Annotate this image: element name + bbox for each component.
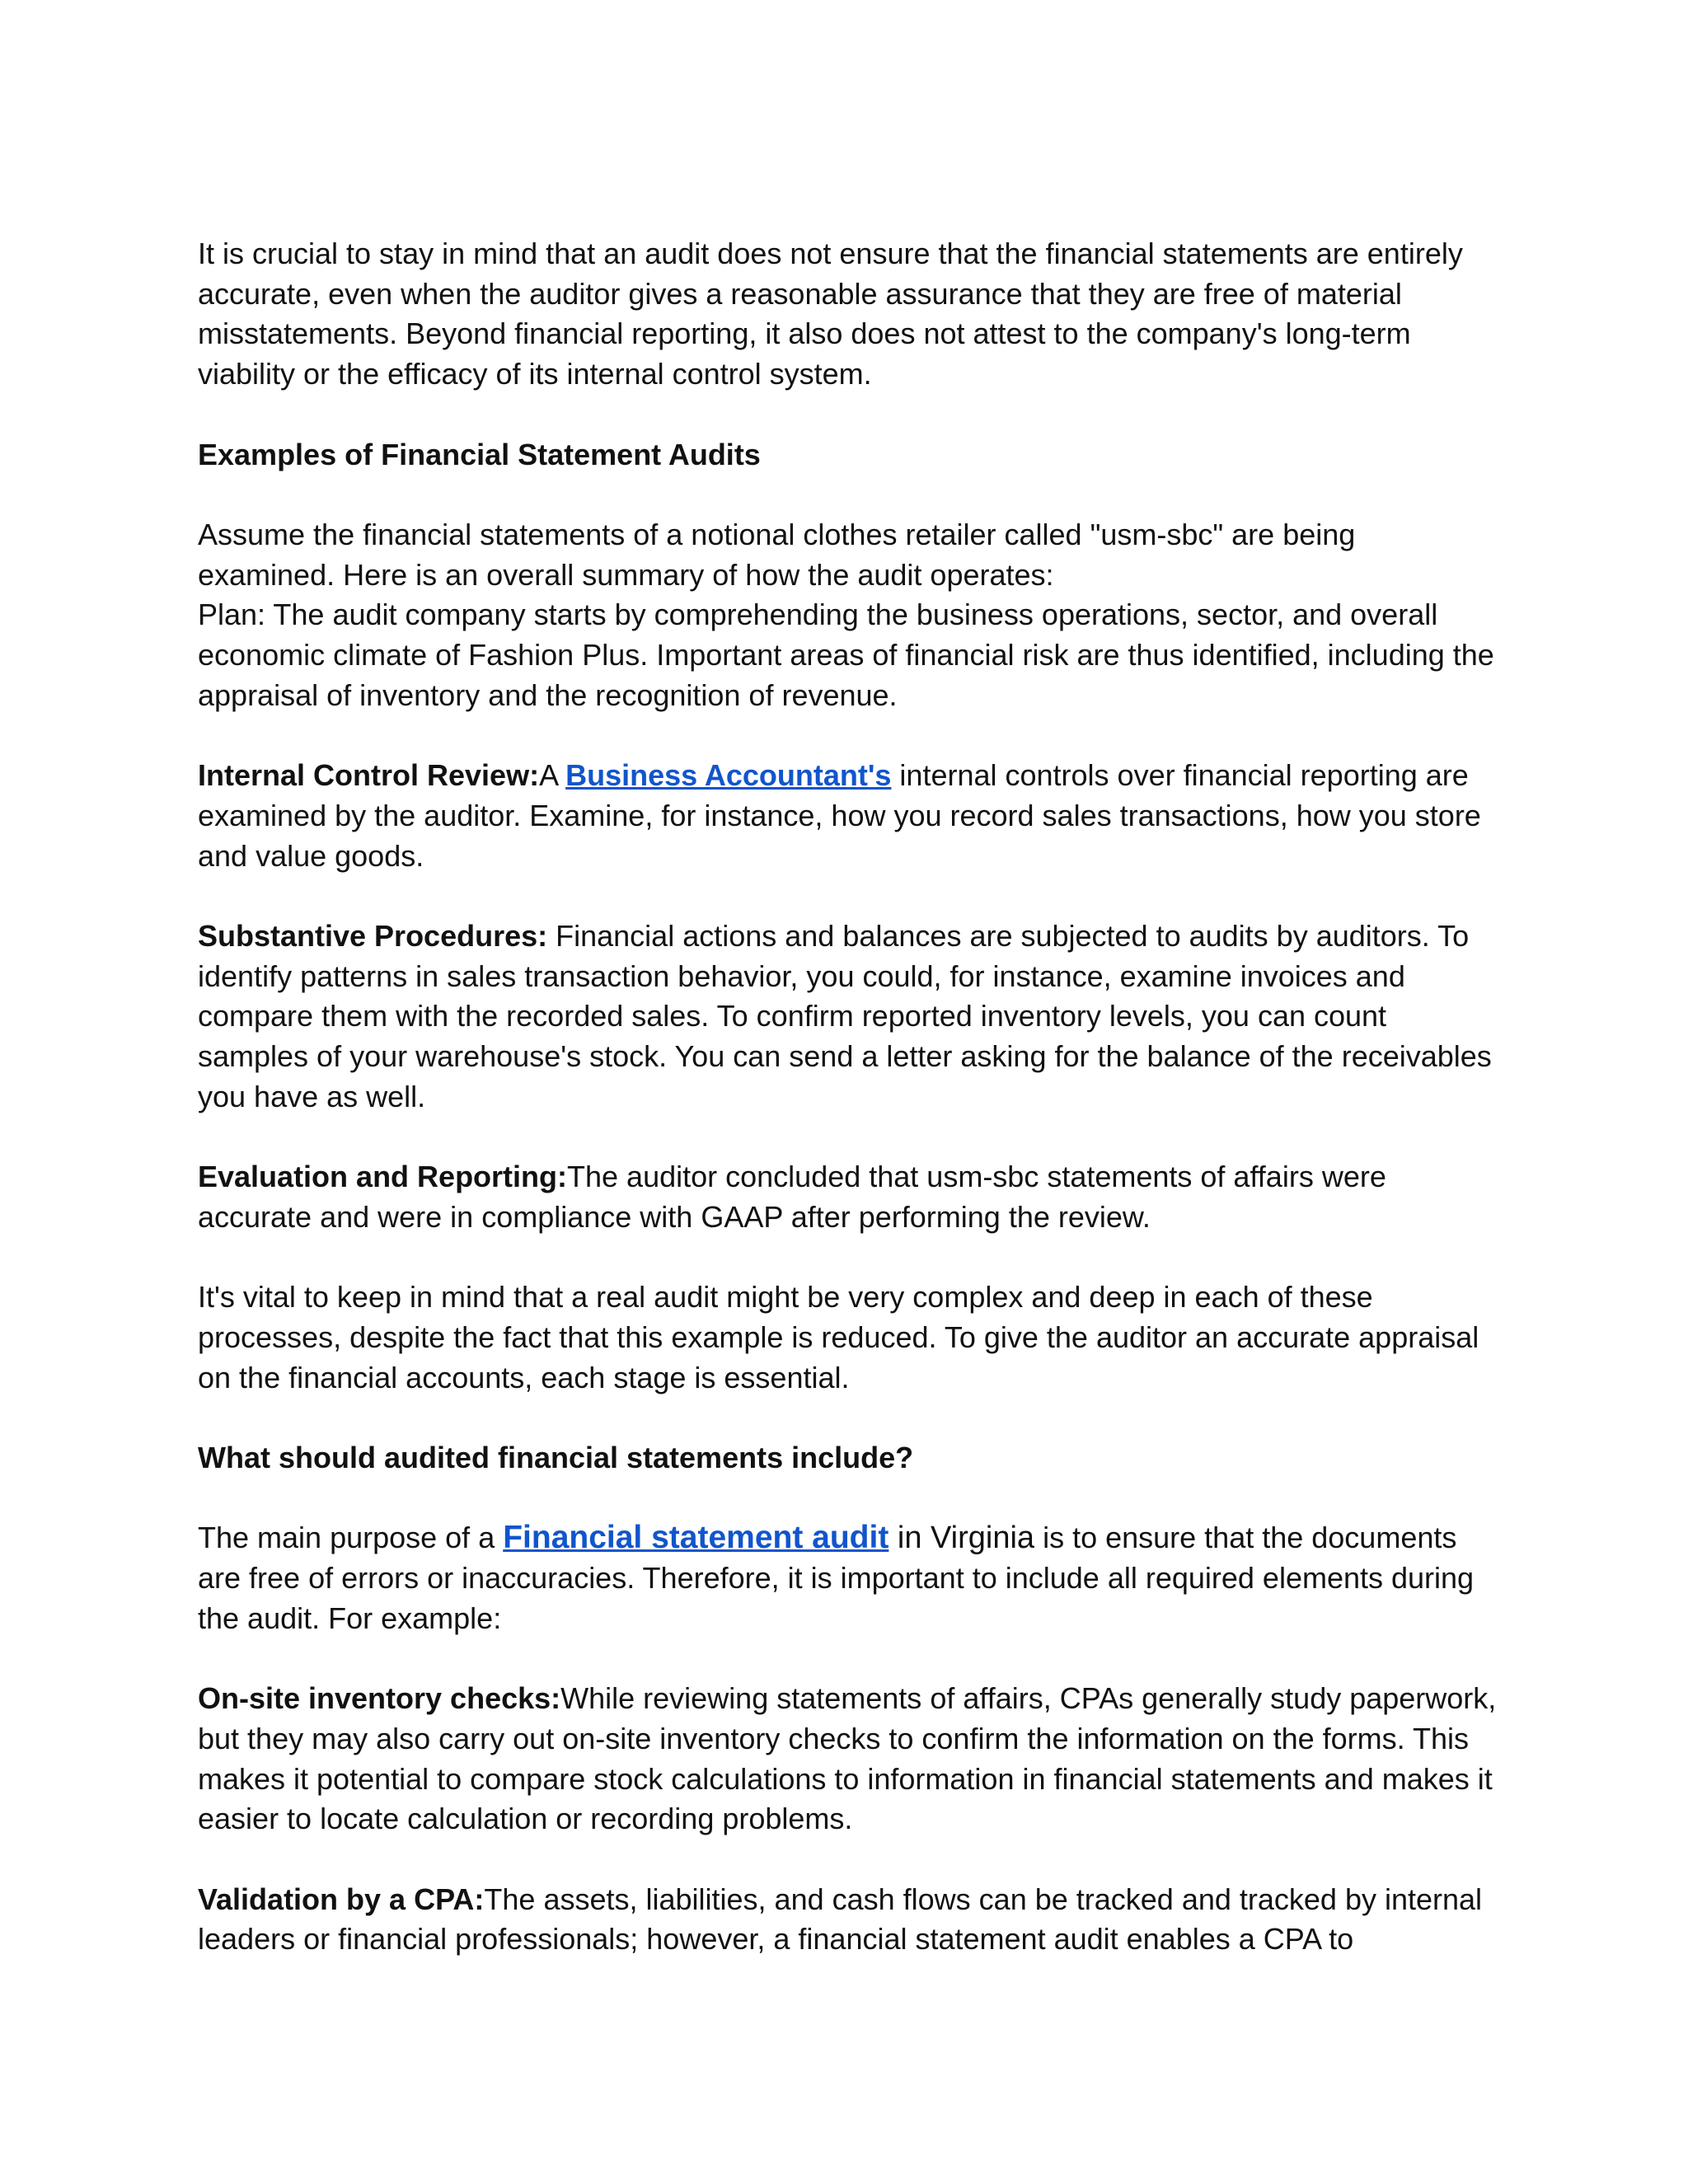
label-onsite-inventory-checks: On-site inventory checks: — [198, 1681, 561, 1716]
paragraph-onsite-inventory — [198, 1679, 1500, 1840]
location-virginia: in Virginia — [889, 1521, 1035, 1556]
paragraph-evaluation-reporting — [198, 1157, 1500, 1237]
heading-what-to-include: What should audited financial statements include? — [198, 1440, 914, 1474]
label-evaluation-reporting: Evaluation and Reporting: — [198, 1160, 568, 1194]
main-purpose-text: is to ensure that the documents are free of errors or inaccuracies. Therefore, it is important to include all required elements during the audit. For example: — [198, 1521, 1475, 1635]
evaluation-reporting-text: The auditor concluded that usm-sbc statements of affairs were accurate and were in compliance with GAAP after performing the review. — [198, 1160, 1386, 1234]
label-internal-control-review: Internal Control Review: — [198, 758, 540, 793]
substantive-procedures-text: Financial actions and balances are subjected to audits by auditors. To identify patterns in sales transaction behavior, you could, for instance, examine invoices and compare them with the recorded sales. To confirm reported inventory levels, you can count samples of your warehouse's stock. You can send a letter asking for the balance of the receivables you have as well. — [198, 918, 1492, 1113]
business-accountants-link[interactable]: Business Accountant's — [565, 758, 892, 793]
label-substantive-procedures: Substantive Procedures: — [198, 918, 548, 953]
heading-examples: Examples of Financial Statement Audits — [198, 437, 761, 471]
main-purpose-prefix: The main purpose of a — [198, 1521, 504, 1555]
financial-statement-audit-link[interactable]: Financial statement audit — [503, 1520, 889, 1556]
paragraph-internal-control — [198, 756, 1500, 876]
paragraph-vital-note: It's vital to keep in mind that a real audit might be very complex and deep in each of these processes, despite the fact that this example is reduced. To give the auditor an accurate appraisal on the financial accounts, each stage is essential. — [198, 1280, 1479, 1394]
internal-control-prefix: A — [539, 758, 566, 793]
paragraph-substantive-procedures — [198, 916, 1500, 1118]
paragraph-validation-cpa — [198, 1880, 1500, 1960]
paragraph-audit-limitations: It is crucial to stay in mind that an audit does not ensure that the financial statements are entirely accurate, even when the auditor gives a reasonable assurance that they are free of material misstatements. Beyond financial reporting, it also does not attest to the company's long-term viability or the efficacy of its internal control system. — [198, 237, 1463, 391]
label-validation-by-cpa: Validation by a CPA: — [198, 1882, 485, 1916]
validation-cpa-text: The assets, liabilities, and cash flows can be tracked and tracked by internal leaders or financial professionals; however, a financial statement audit enables a CPA to — [198, 1882, 1483, 1957]
internal-control-text: internal controls over financial reporting are examined by the auditor. Examine, for instance, how you record sales transactions, how you store and value goods. — [198, 758, 1481, 873]
paragraph-assume-example: Assume the financial statements of a notional clothes retailer called "usm-sbc" are being examined. Here is an overall summary of how the audit operates: — [198, 517, 1356, 592]
onsite-inventory-text: While reviewing statements of affairs, CPAs generally study paperwork, but they may also carry out on-site inventory checks to confirm the information on the forms. This makes it potential to compare stock calculations to information in financial statements and makes it easier to locate calculation or recording problems. — [198, 1681, 1497, 1836]
paragraph-main-purpose — [198, 1518, 1500, 1638]
document-page — [198, 234, 1500, 1960]
paragraph-plan: Plan: The audit company starts by comprehending the business operations, sector, and overall economic climate of Fashion Plus. Important areas of financial risk are thus identified, including the appraisal of inventory and the recognition of revenue. — [198, 598, 1494, 712]
